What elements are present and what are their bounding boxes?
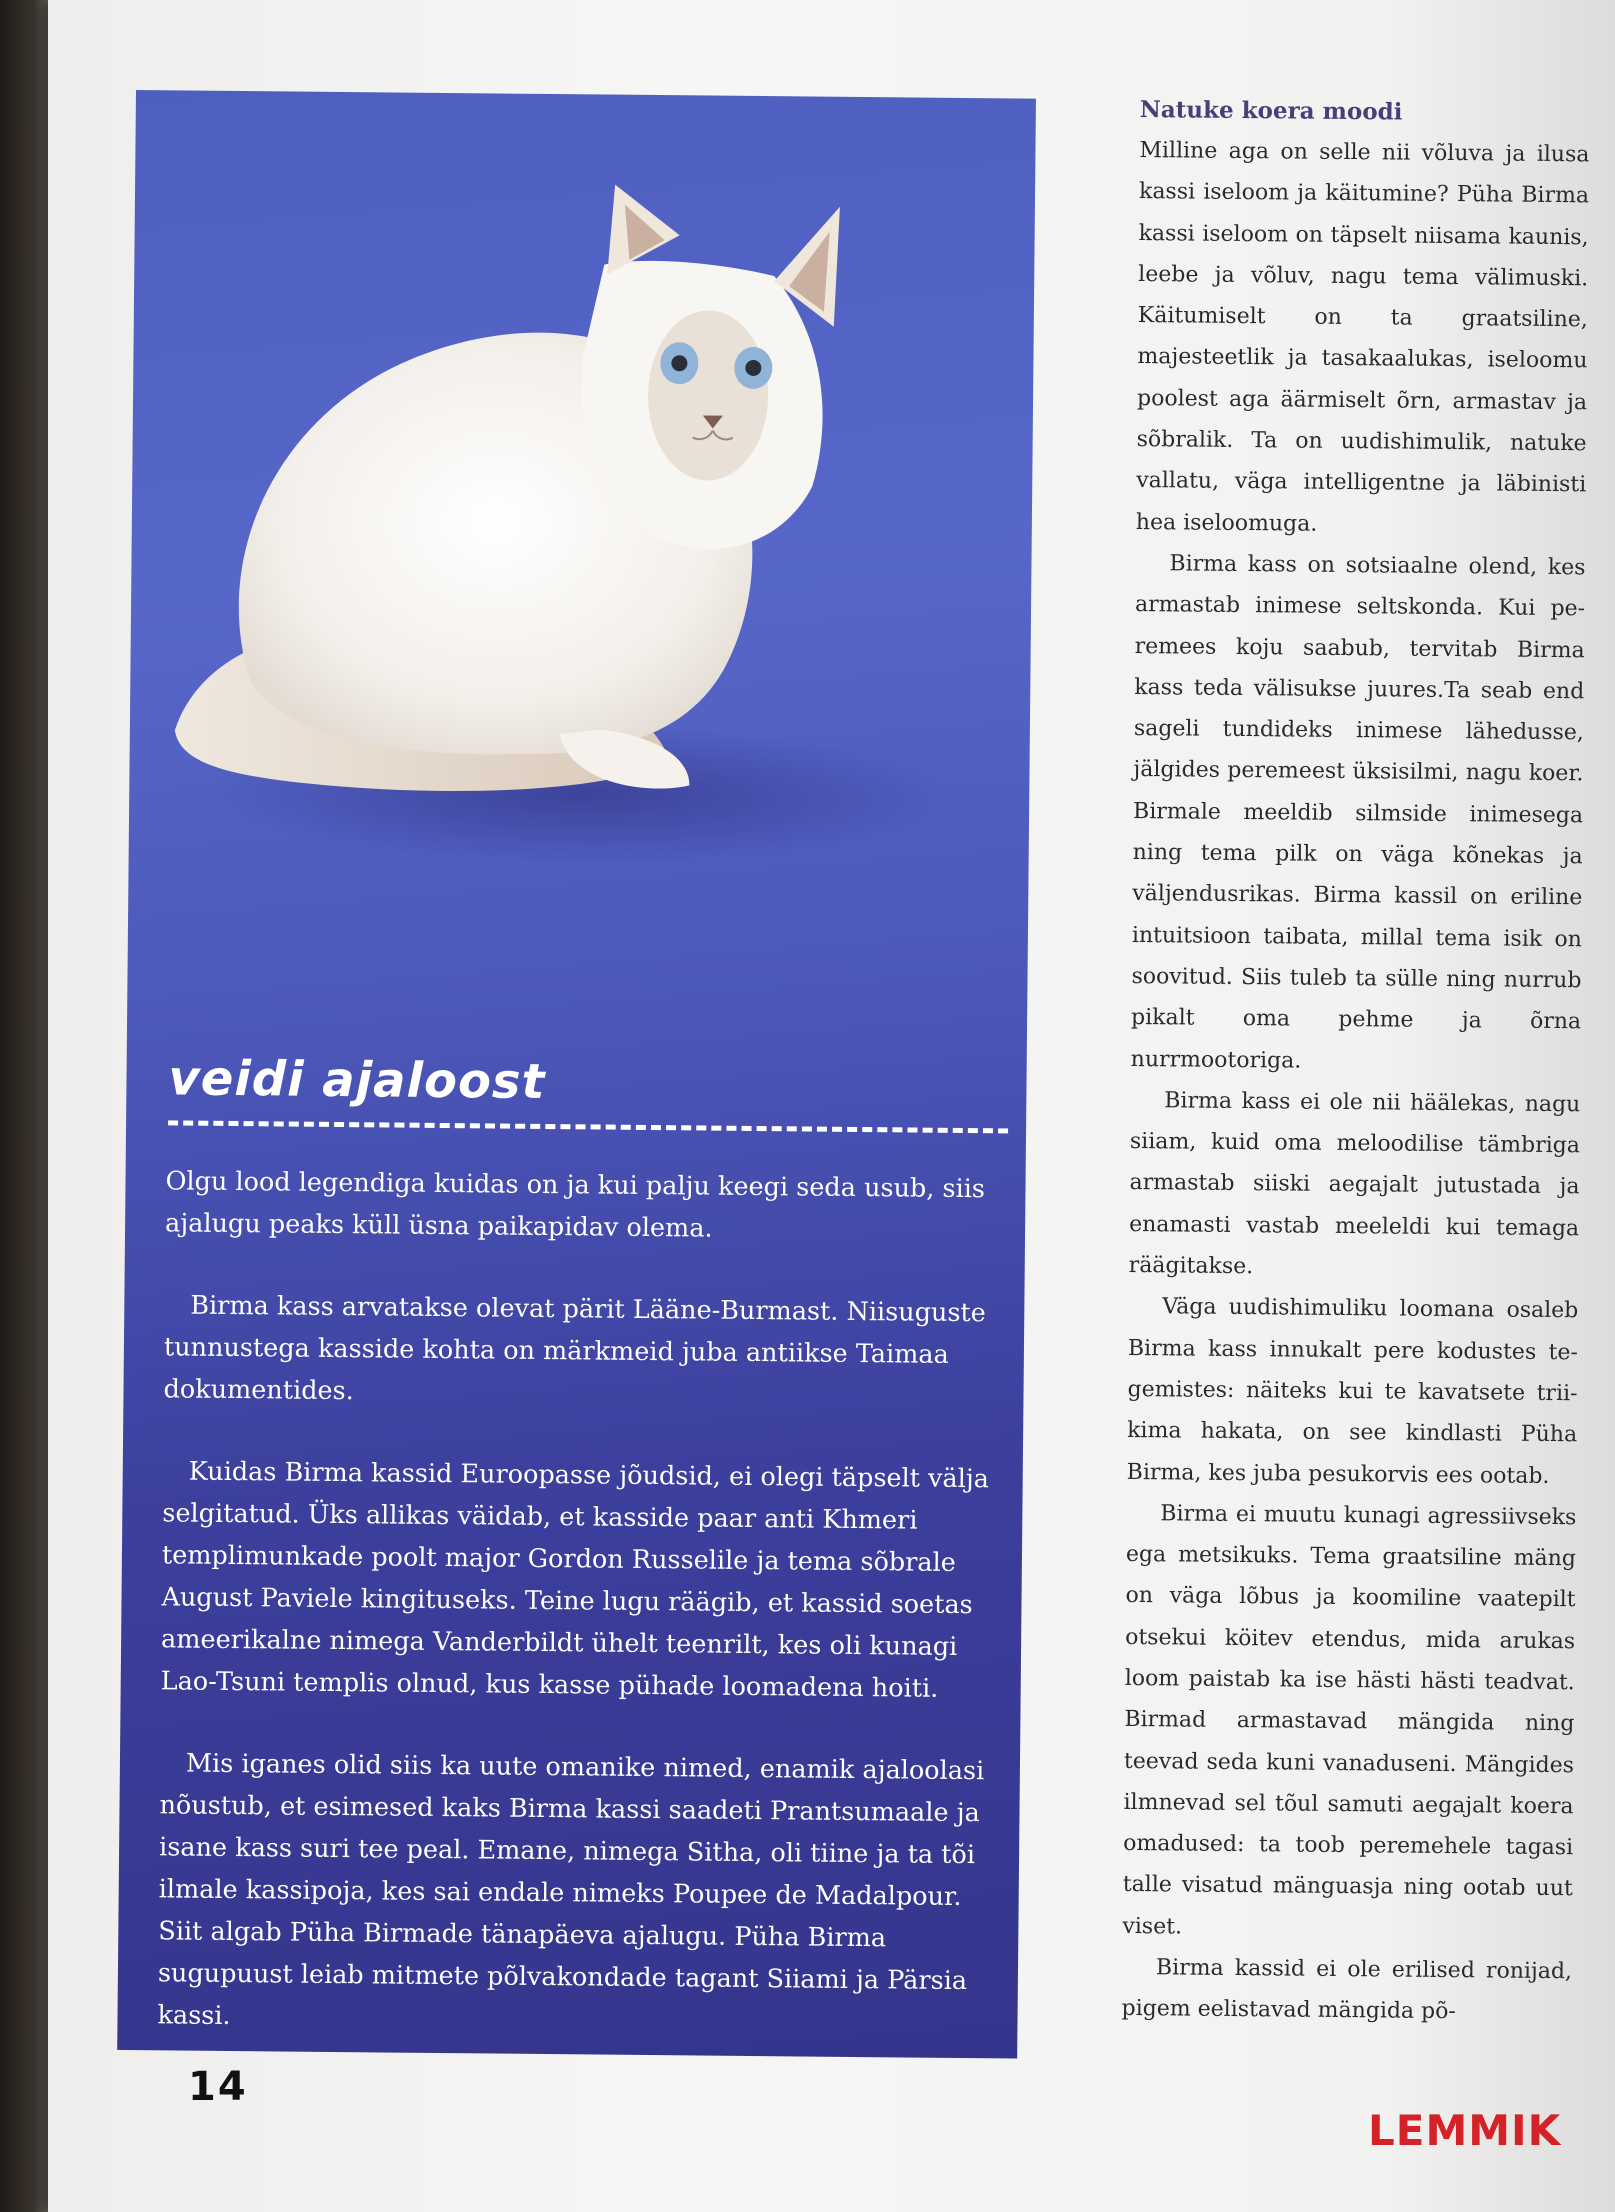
magazine-logo: LEMMIK bbox=[1368, 2106, 1562, 2155]
column-paragraph: Birma kassid ei ole erilised ronijad, pigem eelistavad mängida põ- bbox=[1121, 1955, 1573, 2025]
column-paragraph: Birma kass ei ole nii häälekas, nagu siiam, kuid oma meloodilise tämbriga armastab siiski aegajalt jutustada ja enamasti vastab meeleldi kui temaga räägitakse. bbox=[1128, 1088, 1581, 1280]
cat-photo bbox=[126, 90, 1036, 1099]
history-text bbox=[157, 1160, 1006, 2058]
column-paragraph: Birma ei muutu kunagi agressiivseks ega metsikuks. Tema graatsiline mäng on väga lõbus ja koomiline vaatepilt otsekui köitev etendus, mida arukas loom paistab ka ise hästi hästi teadvat. Birmad armastavad mängida ning teevad seda kuni vanaduseni. Mängides ilmnevad sel tõul samuti aegajalt koera omadused: ta toob peremehele tagasi talle visatud mänguasja ning ootab uut viset. bbox=[1122, 1501, 1577, 1940]
history-panel bbox=[117, 90, 1036, 2059]
book-spine-shadow bbox=[0, 0, 48, 2212]
history-paragraph: Olgu lood legendiga kuidas on ja kui palju keegi seda usub, siis ajalugu peaks küll üsna paikapidav olema. bbox=[164, 1166, 986, 1244]
article-column bbox=[1121, 92, 1590, 2034]
dashed-divider bbox=[168, 1120, 1008, 1133]
magazine-page bbox=[48, 0, 1615, 2212]
history-paragraph: Mis iganes olid siis ka uute omanike nimed, enamik ajaloolasi nõustub, et esimesed kaks Birma kassi saadeti Prantsumaale ja isane kass suri tee peal. Emane, nimega Sitha, oli tiine ja ta tõi ilmale kassipoja, kes sai endale nimeks Poupee de Madalpour. Siit algab Püha Birmade tänapäeva ajalugu. Püha Birma sugupuust leiab mitmete põlvakondade tagant Siiami ja Pärsia kassi. bbox=[157, 1748, 985, 2031]
column-paragraph: Milline aga on selle nii võluva ja ilusa kassi iseloom ja käitumine? Püha Birma kassi iseloom on täpselt niisama kaunis, leebe ja võluv, nagu tema välimuski. Käitumiselt on ta graatsiline, majesteetlik ja tasakaalukas, iseloomu poolest aga äärmiselt õrn, armastav ja sõbralik. Ta on uudishimulik, natuke vallatu, väga intelligentne ja läbinisti hea iseloomuga. bbox=[1135, 137, 1590, 537]
column-paragraph: Birma kass on sotsiaalne olend, kes armastab inimese seltskonda. Kui peremees koju saabub, tervitab Birma kass teda välisukse juures.Ta seab end sageli tundideks inimese lähedusse, jälgides peremeest üksisilmi, nagu koer. Birmale meeldib silmside inimesega ning tema pilk on väga kõnekas ja väljendusrikas. Birma kassil on eriline intuitsioon taibata, millal tema isik on soovitud. Siis tuleb ta sülle ning nurrub pikalt oma pehme ja õrna nurrmootoriga. bbox=[1130, 551, 1586, 1074]
column-paragraph: Väga uudishimuliku loomana osaleb Birma kass innukalt pere kodustes tegemistes: näiteks kui te kavatsete triikima hakata, on see kindlasti Püha Birma, kes juba pesukorvis ees ootab. bbox=[1126, 1294, 1579, 1489]
page-number: 14 bbox=[188, 2064, 248, 2110]
history-paragraph: Kuidas Birma kassid Euroopasse jõudsid, ei olegi täpselt välja selgitatud. Üks allikas väidab, et kasside paar anti Khmeri templimunkade poolt major Gordon Russelile ja tema sõbrale August Paviele kingituseks. Teine lugu räägib, et kassid soetas ameerikalne nimega Vanderbildt ühelt teenrilt, kes oli kunagi Lao-Tsuni templis olnud, kus kasse pühade loomadena hoiti. bbox=[160, 1456, 990, 1704]
history-paragraph: Birma kass arvatakse olevat pärit Lääne-Burmast. Niisuguste tunnustega kasside kohta on märkmeid juba antiikse Taimaa dokumentides. bbox=[163, 1290, 986, 1407]
panel-heading: veidi ajaloost bbox=[168, 1050, 546, 1110]
column-heading: Natuke koera moodi bbox=[1139, 95, 1403, 126]
